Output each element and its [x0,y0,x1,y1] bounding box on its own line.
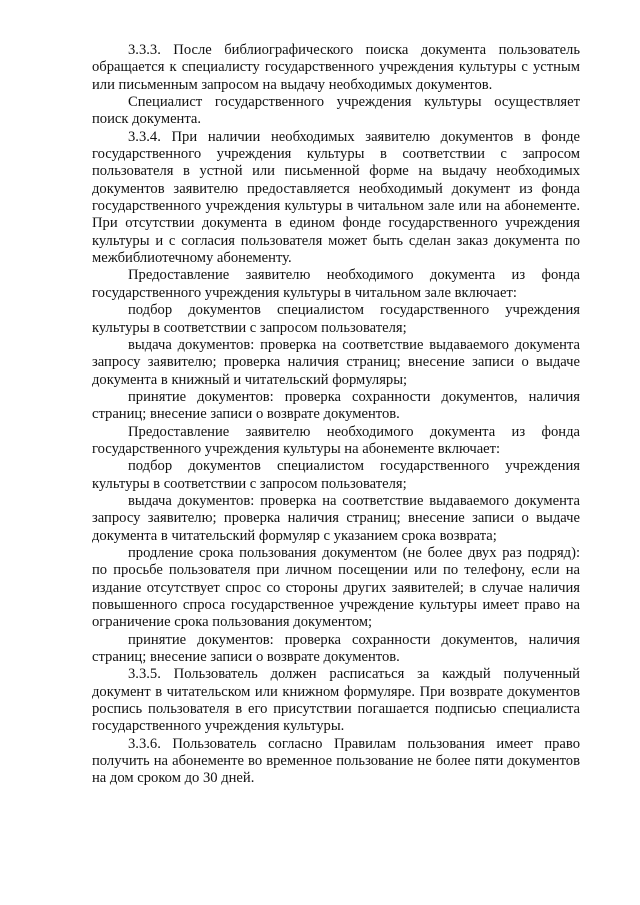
paragraph-3-3-3: 3.3.3. После библиографического поиска документа пользователь обращается к специалисту государственного учреждения культуры с устным или письменным запросом на выдачу необходимых документов. [92,42,580,93]
paragraph-reading-room-intro: Предоставление заявителю необходимого документа из фонда государственного учреждения культуры в читальном зале включает: [92,267,580,301]
document-page [92,42,580,788]
paragraph-3-3-6: 3.3.6. Пользователь согласно Правилам пользования имеет право получить на абонементе во временное пользование не более пяти документов на дом сроком до 30 дней. [92,735,580,787]
paragraph-reading-room-selection: подбор документов специалистом государственного учреждения культуры в соответствии с запросом пользователя; [92,302,580,336]
paragraph-specialist-search: Специалист государственного учреждения культуры осуществляет поиск документа. [92,94,580,128]
paragraph-lending-return: принятие документов: проверка сохранности документов, наличия страниц; внесение записи о возврате документов. [92,631,580,666]
paragraph-lending-selection: подбор документов специалистом государственного учреждения культуры в соответствии с запросом пользователя; [92,458,580,492]
paragraph-3-3-4: 3.3.4. При наличии необходимых заявителю документов в фонде государственного учреждения культуры в соответствии с запросом пользователя в устной или письменной форме на выдачу необходимых документов заявителю предоставляется необходимый документ из фонда государственного учреждения культуры в читальном зале или на абонементе. При отсутствии документа в едином фонде государственного учреждения культуры и с согласия пользователя может быть сделан заказ документа по межбиблиотечному абонементу. [92,128,580,267]
paragraph-lending-extension: продление срока пользования документом (не более двух раз подряд): по просьбе пользователя при личном посещении или по телефону, если на издание отсутствует спрос со стороны других заявителей; в случае наличия повышенного спроса государственное учреждение культуры имеет право на ограничение срока пользования документом; [92,544,580,631]
paragraph-lending-issue: выдача документов: проверка на соответствие выдаваемого документа запросу заявителю; проверка наличия страниц; внесение записи о выдаче документа в читательский формуляр с указанием срока возврата; [92,492,580,544]
paragraph-3-3-5: 3.3.5. Пользователь должен расписаться за каждый полученный документ в читательском или книжном формуляре. При возврате документов роспись пользователя в его присутствии погашается подписью специалиста государственного учреждения культуры. [92,666,580,735]
paragraph-reading-room-issue: выдача документов: проверка на соответствие выдаваемого документа запросу заявителю; проверка наличия страниц; внесение записи о выдаче документа в книжный и читательский формуляры; [92,336,580,388]
paragraph-lending-intro: Предоставление заявителю необходимого документа из фонда государственного учреждения культуры на абонементе включает: [92,423,580,457]
paragraph-reading-room-return: принятие документов: проверка сохранности документов, наличия страниц; внесение записи о возврате документов. [92,388,580,423]
